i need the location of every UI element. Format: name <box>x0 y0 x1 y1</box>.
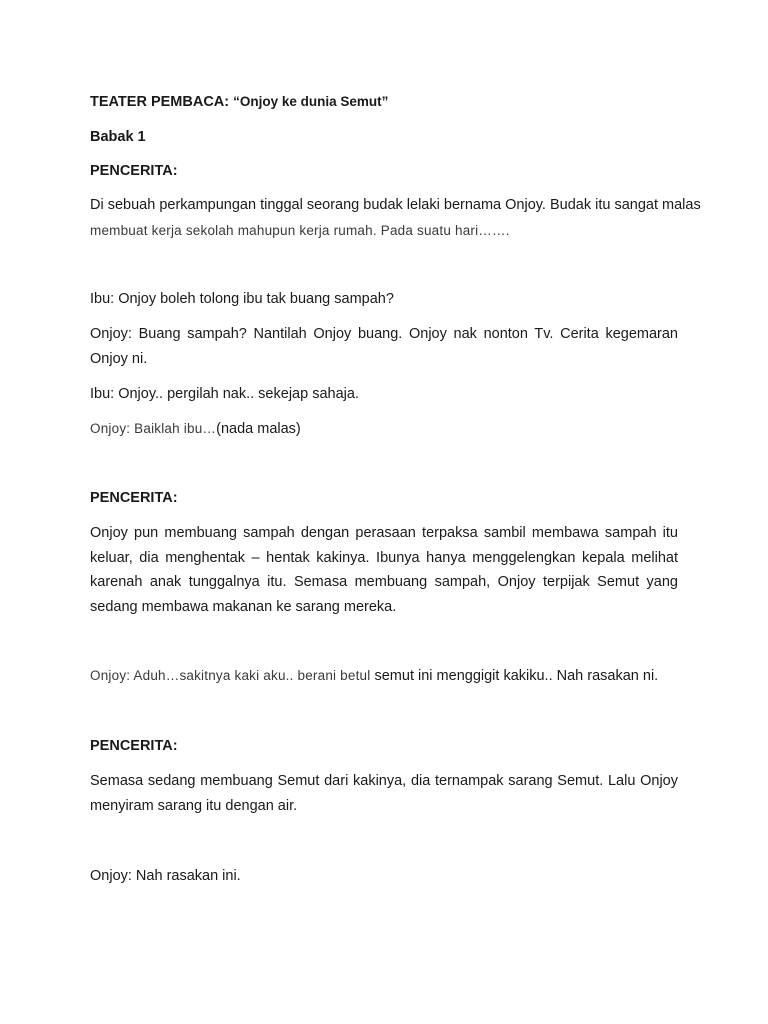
dialog-onjoy-2 <box>90 417 678 441</box>
paragraph-1-line-1: Di sebuah perkampungan tinggal seorang budak lelaki bernama Onjoy. Budak itu sangat malas <box>90 197 701 213</box>
dialog-onjoy-2-speech: Onjoy: Baiklah ibu… <box>90 421 217 436</box>
narrator-heading-3: PENCERITA: <box>90 738 178 754</box>
dialog-onjoy-3-part-2: semut ini menggigit kakiku.. Nah rasakan ni. <box>370 668 659 684</box>
dialog-ibu-1: Ibu: Onjoy boleh tolong ibu tak buang sampah? <box>90 291 394 307</box>
dialog-onjoy-1: Onjoy: Buang sampah? Nantilah Onjoy buang. Onjoy nak nonton Tv. Cerita kegemaran Onjoy ni. <box>90 326 678 367</box>
paragraph-3: Semasa sedang membuang Semut dari kakinya, dia ternampak sarang Semut. Lalu Onjoy menyiram sarang itu dengan air. <box>90 773 678 814</box>
narrator-heading-2: PENCERITA: <box>90 490 178 506</box>
paragraph-1-line-2: membuat kerja sekolah mahupun kerja rumah. Pada suatu hari……. <box>90 223 510 238</box>
dialog-onjoy-3-part-1: Onjoy: Aduh…sakitnya kaki aku.. berani betul <box>90 668 371 683</box>
scene-heading: Babak 1 <box>90 129 146 145</box>
title-prefix: TEATER PEMBACA: <box>90 94 234 110</box>
dialog-onjoy-2-direction: (nada malas) <box>216 421 301 437</box>
document-title <box>90 90 678 114</box>
title-quote: “Onjoy ke dunia Semut” <box>233 94 389 109</box>
dialog-onjoy-4: Onjoy: Nah rasakan ini. <box>90 868 241 884</box>
dialog-onjoy-3 <box>90 664 678 688</box>
narrator-heading-1: PENCERITA: <box>90 163 178 179</box>
paragraph-2: Onjoy pun membuang sampah dengan perasaan terpaksa sambil membawa sampah itu keluar, dia menghentak – hentak kakinya. Ibunya hanya menggelengkan kepala melihat karenah anak tunggalnya itu. Semasa membuang sampah, Onjoy terpijak Semut yang sedang membawa makanan ke sarang mereka. <box>90 525 678 615</box>
dialog-ibu-2: Ibu: Onjoy.. pergilah nak.. sekejap sahaja. <box>90 386 359 402</box>
